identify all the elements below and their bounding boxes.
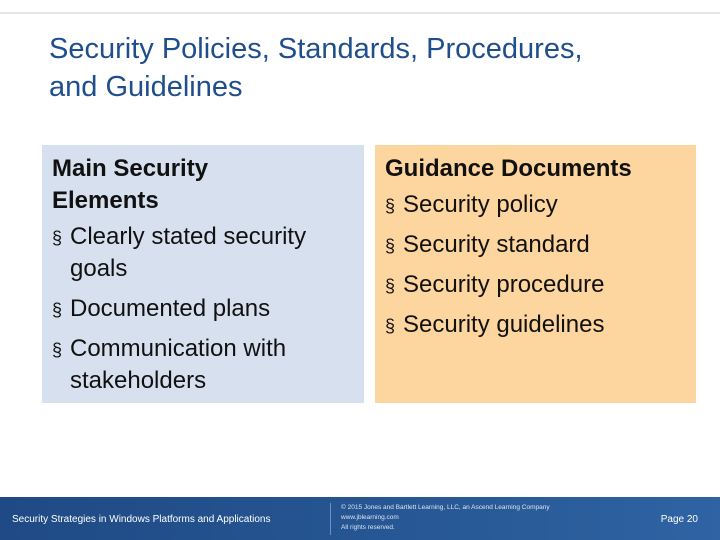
slide-title-line2: and Guidelines (49, 71, 243, 103)
copyright-line1: © 2015 Jones and Bartlett Learning, LLC, an Ascend Learning Company (341, 504, 550, 511)
course-title: Security Strategies in Windows Platforms and Applications (12, 514, 271, 525)
left-bullet-list (52, 221, 354, 397)
left-panel-heading-line1: Main Security (52, 155, 209, 182)
bullet-icon: § (385, 316, 396, 336)
page-number: Page 20 (660, 514, 698, 525)
copyright-line2: www.jblearning.com (341, 514, 399, 521)
bullet-text-line2: stakeholders (70, 367, 207, 394)
right-bullet-list (385, 189, 686, 341)
slide-title (49, 30, 709, 106)
footer-divider (330, 503, 331, 535)
list-item (52, 221, 354, 285)
bullet-icon: § (52, 300, 63, 320)
slide-footer (0, 497, 720, 540)
bullet-text: Security policy (403, 191, 558, 218)
left-panel-heading-line2: Elements (52, 187, 159, 214)
copyright-line3: All rights reserved. (341, 524, 395, 531)
left-panel-heading (52, 153, 354, 217)
bullet-text-line2: goals (70, 255, 128, 282)
bullet-text-line1: Documented plans (70, 295, 271, 322)
bullet-text-line1: Communication with (70, 335, 287, 362)
right-panel-heading: Guidance Documents (385, 155, 632, 182)
guidance-documents-panel (375, 145, 696, 403)
list-item (385, 229, 686, 261)
list-item (385, 269, 686, 301)
slide-title-line1: Security Policies, Standards, Procedures, (49, 33, 583, 65)
bullet-icon: § (52, 228, 63, 248)
list-item (385, 189, 686, 221)
main-security-elements-panel (42, 145, 364, 403)
bullet-text: Security procedure (403, 271, 605, 298)
bullet-icon: § (52, 340, 63, 360)
bullet-text: Security standard (403, 231, 590, 258)
top-divider (0, 12, 720, 14)
list-item (52, 333, 354, 397)
bullet-text-line1: Clearly stated security (70, 223, 307, 250)
copyright-notice (341, 503, 550, 533)
bullet-text: Security guidelines (403, 311, 605, 338)
list-item (385, 309, 686, 341)
bullet-icon: § (385, 236, 396, 256)
list-item (52, 293, 354, 325)
bullet-icon: § (385, 196, 396, 216)
bullet-icon: § (385, 276, 396, 296)
